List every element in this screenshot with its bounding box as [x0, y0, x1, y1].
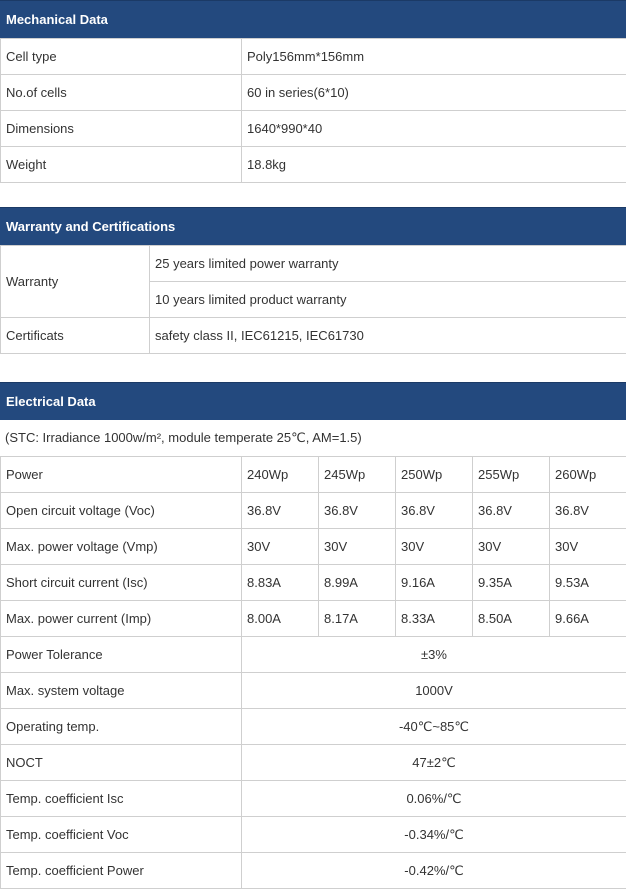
- cell-value: 30V: [396, 529, 473, 565]
- table-row: [1, 493, 626, 529]
- cell-value: 9.53A: [550, 565, 626, 601]
- row-value: 1640*990*40: [242, 111, 626, 147]
- cell-value: 240Wp: [242, 457, 319, 493]
- cell-value: 36.8V: [550, 493, 626, 529]
- cell-value: 30V: [319, 529, 396, 565]
- electrical-data-table: [0, 456, 626, 889]
- row-value: -0.42%/℃: [242, 853, 626, 889]
- row-label: Temp. coefficient Isc: [1, 781, 242, 817]
- warranty-table: [0, 245, 626, 354]
- cell-value: 30V: [473, 529, 550, 565]
- cell-value: 9.16A: [396, 565, 473, 601]
- row-label: Temp. coefficient Voc: [1, 817, 242, 853]
- cell-value: 36.8V: [396, 493, 473, 529]
- cell-value: 245Wp: [319, 457, 396, 493]
- warranty-power-value: 25 years limited power warranty: [150, 246, 626, 282]
- table-row: [1, 781, 626, 817]
- cell-value: 8.33A: [396, 601, 473, 637]
- electrical-data-section: [0, 382, 626, 889]
- cell-value: 250Wp: [396, 457, 473, 493]
- warranty-product-value: 10 years limited product warranty: [150, 282, 626, 318]
- cell-value: 30V: [242, 529, 319, 565]
- table-row: [1, 817, 626, 853]
- table-row: [1, 637, 626, 673]
- row-label: Power: [1, 457, 242, 493]
- cell-value: 8.99A: [319, 565, 396, 601]
- warranty-header: Warranty and Certifications: [0, 207, 626, 245]
- row-value: -40℃~85℃: [242, 709, 626, 745]
- table-row: [1, 75, 626, 111]
- row-value: 18.8kg: [242, 147, 626, 183]
- cell-value: 8.83A: [242, 565, 319, 601]
- table-row: [1, 39, 626, 75]
- table-row: [1, 709, 626, 745]
- row-label: Dimensions: [1, 111, 242, 147]
- row-value: Poly156mm*156mm: [242, 39, 626, 75]
- electrical-data-header: Electrical Data: [0, 382, 626, 420]
- row-value: -0.34%/℃: [242, 817, 626, 853]
- warranty-section: [0, 207, 626, 354]
- cell-value: 255Wp: [473, 457, 550, 493]
- row-value: 1000V: [242, 673, 626, 709]
- table-row: [1, 147, 626, 183]
- table-row: [1, 745, 626, 781]
- certificats-label: Certificats: [1, 318, 150, 354]
- warranty-label: Warranty: [1, 246, 150, 318]
- row-value: 0.06%/℃: [242, 781, 626, 817]
- table-row: [1, 457, 626, 493]
- cell-value: 8.00A: [242, 601, 319, 637]
- row-label: Max. power current (Imp): [1, 601, 242, 637]
- cell-value: 8.17A: [319, 601, 396, 637]
- cell-value: 8.50A: [473, 601, 550, 637]
- cell-value: 30V: [550, 529, 626, 565]
- table-row: [1, 601, 626, 637]
- cell-value: 9.35A: [473, 565, 550, 601]
- cell-value: 260Wp: [550, 457, 626, 493]
- row-label: Cell type: [1, 39, 242, 75]
- mechanical-data-header: Mechanical Data: [0, 0, 626, 38]
- stc-note: (STC: Irradiance 1000w/m², module temperate 25℃, AM=1.5): [5, 430, 362, 445]
- row-label: Power Tolerance: [1, 637, 242, 673]
- row-label: Temp. coefficient Power: [1, 853, 242, 889]
- row-value: ±3%: [242, 637, 626, 673]
- row-label: Max. power voltage (Vmp): [1, 529, 242, 565]
- row-label: Weight: [1, 147, 242, 183]
- row-label: Open circuit voltage (Voc): [1, 493, 242, 529]
- table-row: [1, 565, 626, 601]
- row-value: 47±2℃: [242, 745, 626, 781]
- table-row: [1, 246, 626, 282]
- table-row: [1, 529, 626, 565]
- table-row: [1, 853, 626, 889]
- table-row: [1, 111, 626, 147]
- row-label: No.of cells: [1, 75, 242, 111]
- row-label: Max. system voltage: [1, 673, 242, 709]
- row-label: Short circuit current (Isc): [1, 565, 242, 601]
- row-label: NOCT: [1, 745, 242, 781]
- cell-value: 36.8V: [319, 493, 396, 529]
- mechanical-data-table: [0, 38, 626, 183]
- table-row: [1, 318, 626, 354]
- row-label: Operating temp.: [1, 709, 242, 745]
- cell-value: 36.8V: [473, 493, 550, 529]
- row-value: 60 in series(6*10): [242, 75, 626, 111]
- certificats-value: safety class II, IEC61215, IEC61730: [150, 318, 626, 354]
- cell-value: 9.66A: [550, 601, 626, 637]
- mechanical-data-section: [0, 0, 626, 183]
- table-row: [1, 673, 626, 709]
- cell-value: 36.8V: [242, 493, 319, 529]
